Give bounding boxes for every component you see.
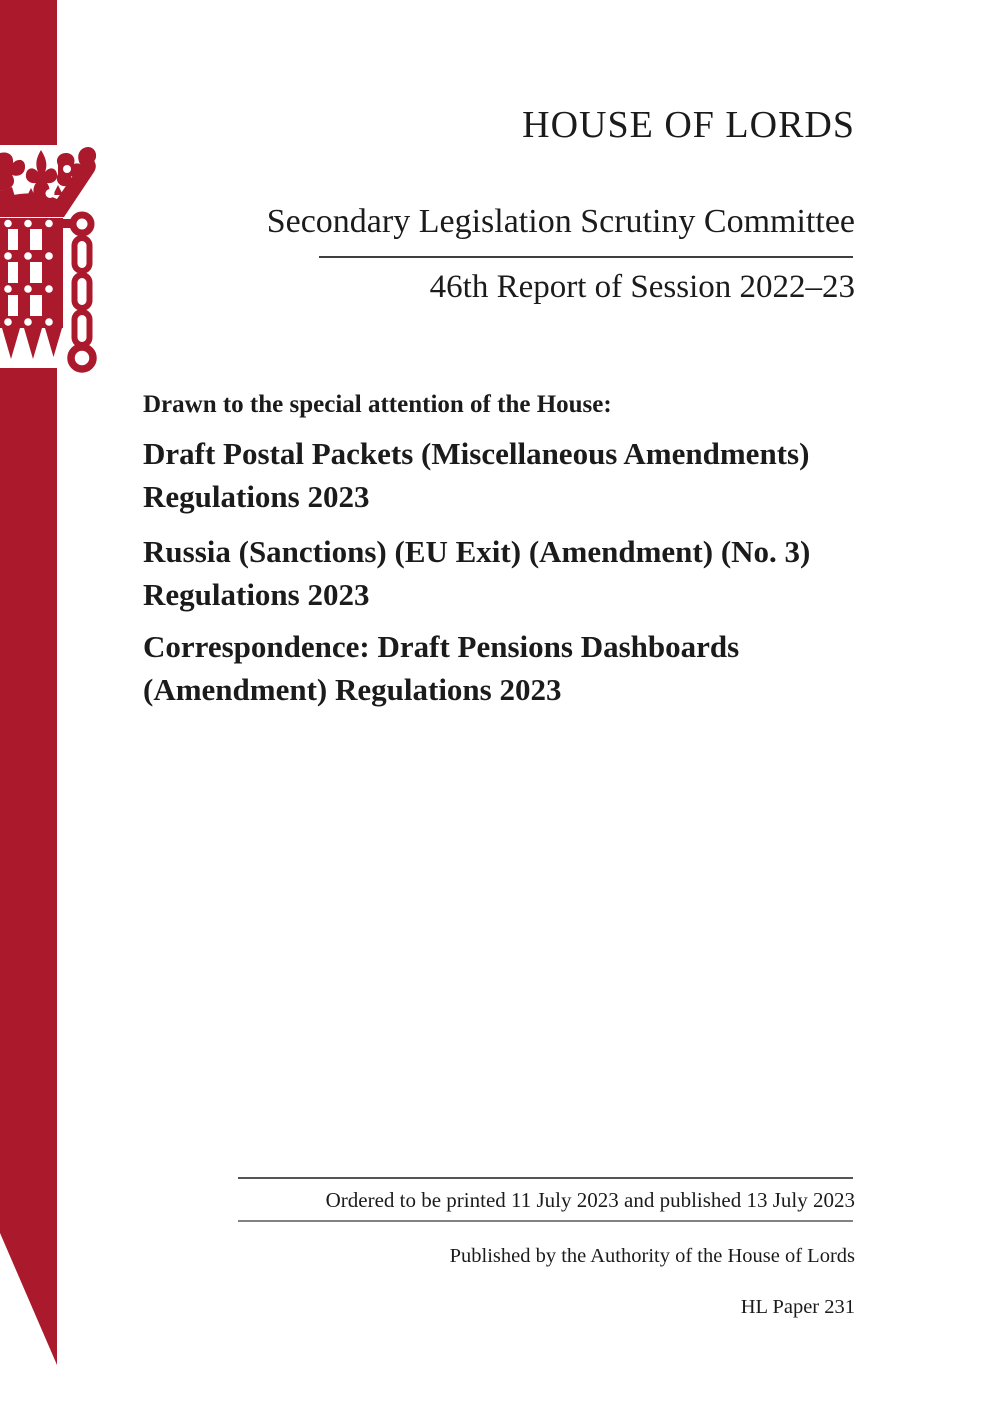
footer-rule-bottom [238, 1220, 853, 1222]
footer-rule-top [238, 1177, 853, 1179]
instrument-heading-1: Draft Postal Packets (Miscellaneous Amendments) Regulations 2023 [143, 436, 810, 514]
masthead-divider-rule [319, 256, 853, 258]
report-session-title: 46th Report of Session 2022–23 [429, 269, 855, 305]
red-sidebar-band-bottom [0, 368, 57, 1365]
attention-label: Drawn to the special attention of the House: [143, 391, 612, 418]
instrument-heading-2: Russia (Sanctions) (EU Exit) (Amendment) (No. 3) Regulations 2023 [143, 534, 811, 612]
committee-name: Secondary Legislation Scrutiny Committee [266, 203, 855, 240]
ordered-printed-line: Ordered to be printed 11 July 2023 and published 13 July 2023 [325, 1188, 855, 1212]
published-authority-line: Published by the Authority of the House of Lords [449, 1245, 855, 1267]
red-sidebar-band-top [0, 0, 57, 145]
house-title: HOUSE OF LORDS [522, 104, 855, 146]
crowned-portcullis-icon [0, 145, 100, 380]
instrument-heading-3: Correspondence: Draft Pensions Dashboards (Amendment) Regulations 2023 [143, 629, 740, 707]
hl-paper-number: HL Paper 231 [740, 1296, 855, 1318]
